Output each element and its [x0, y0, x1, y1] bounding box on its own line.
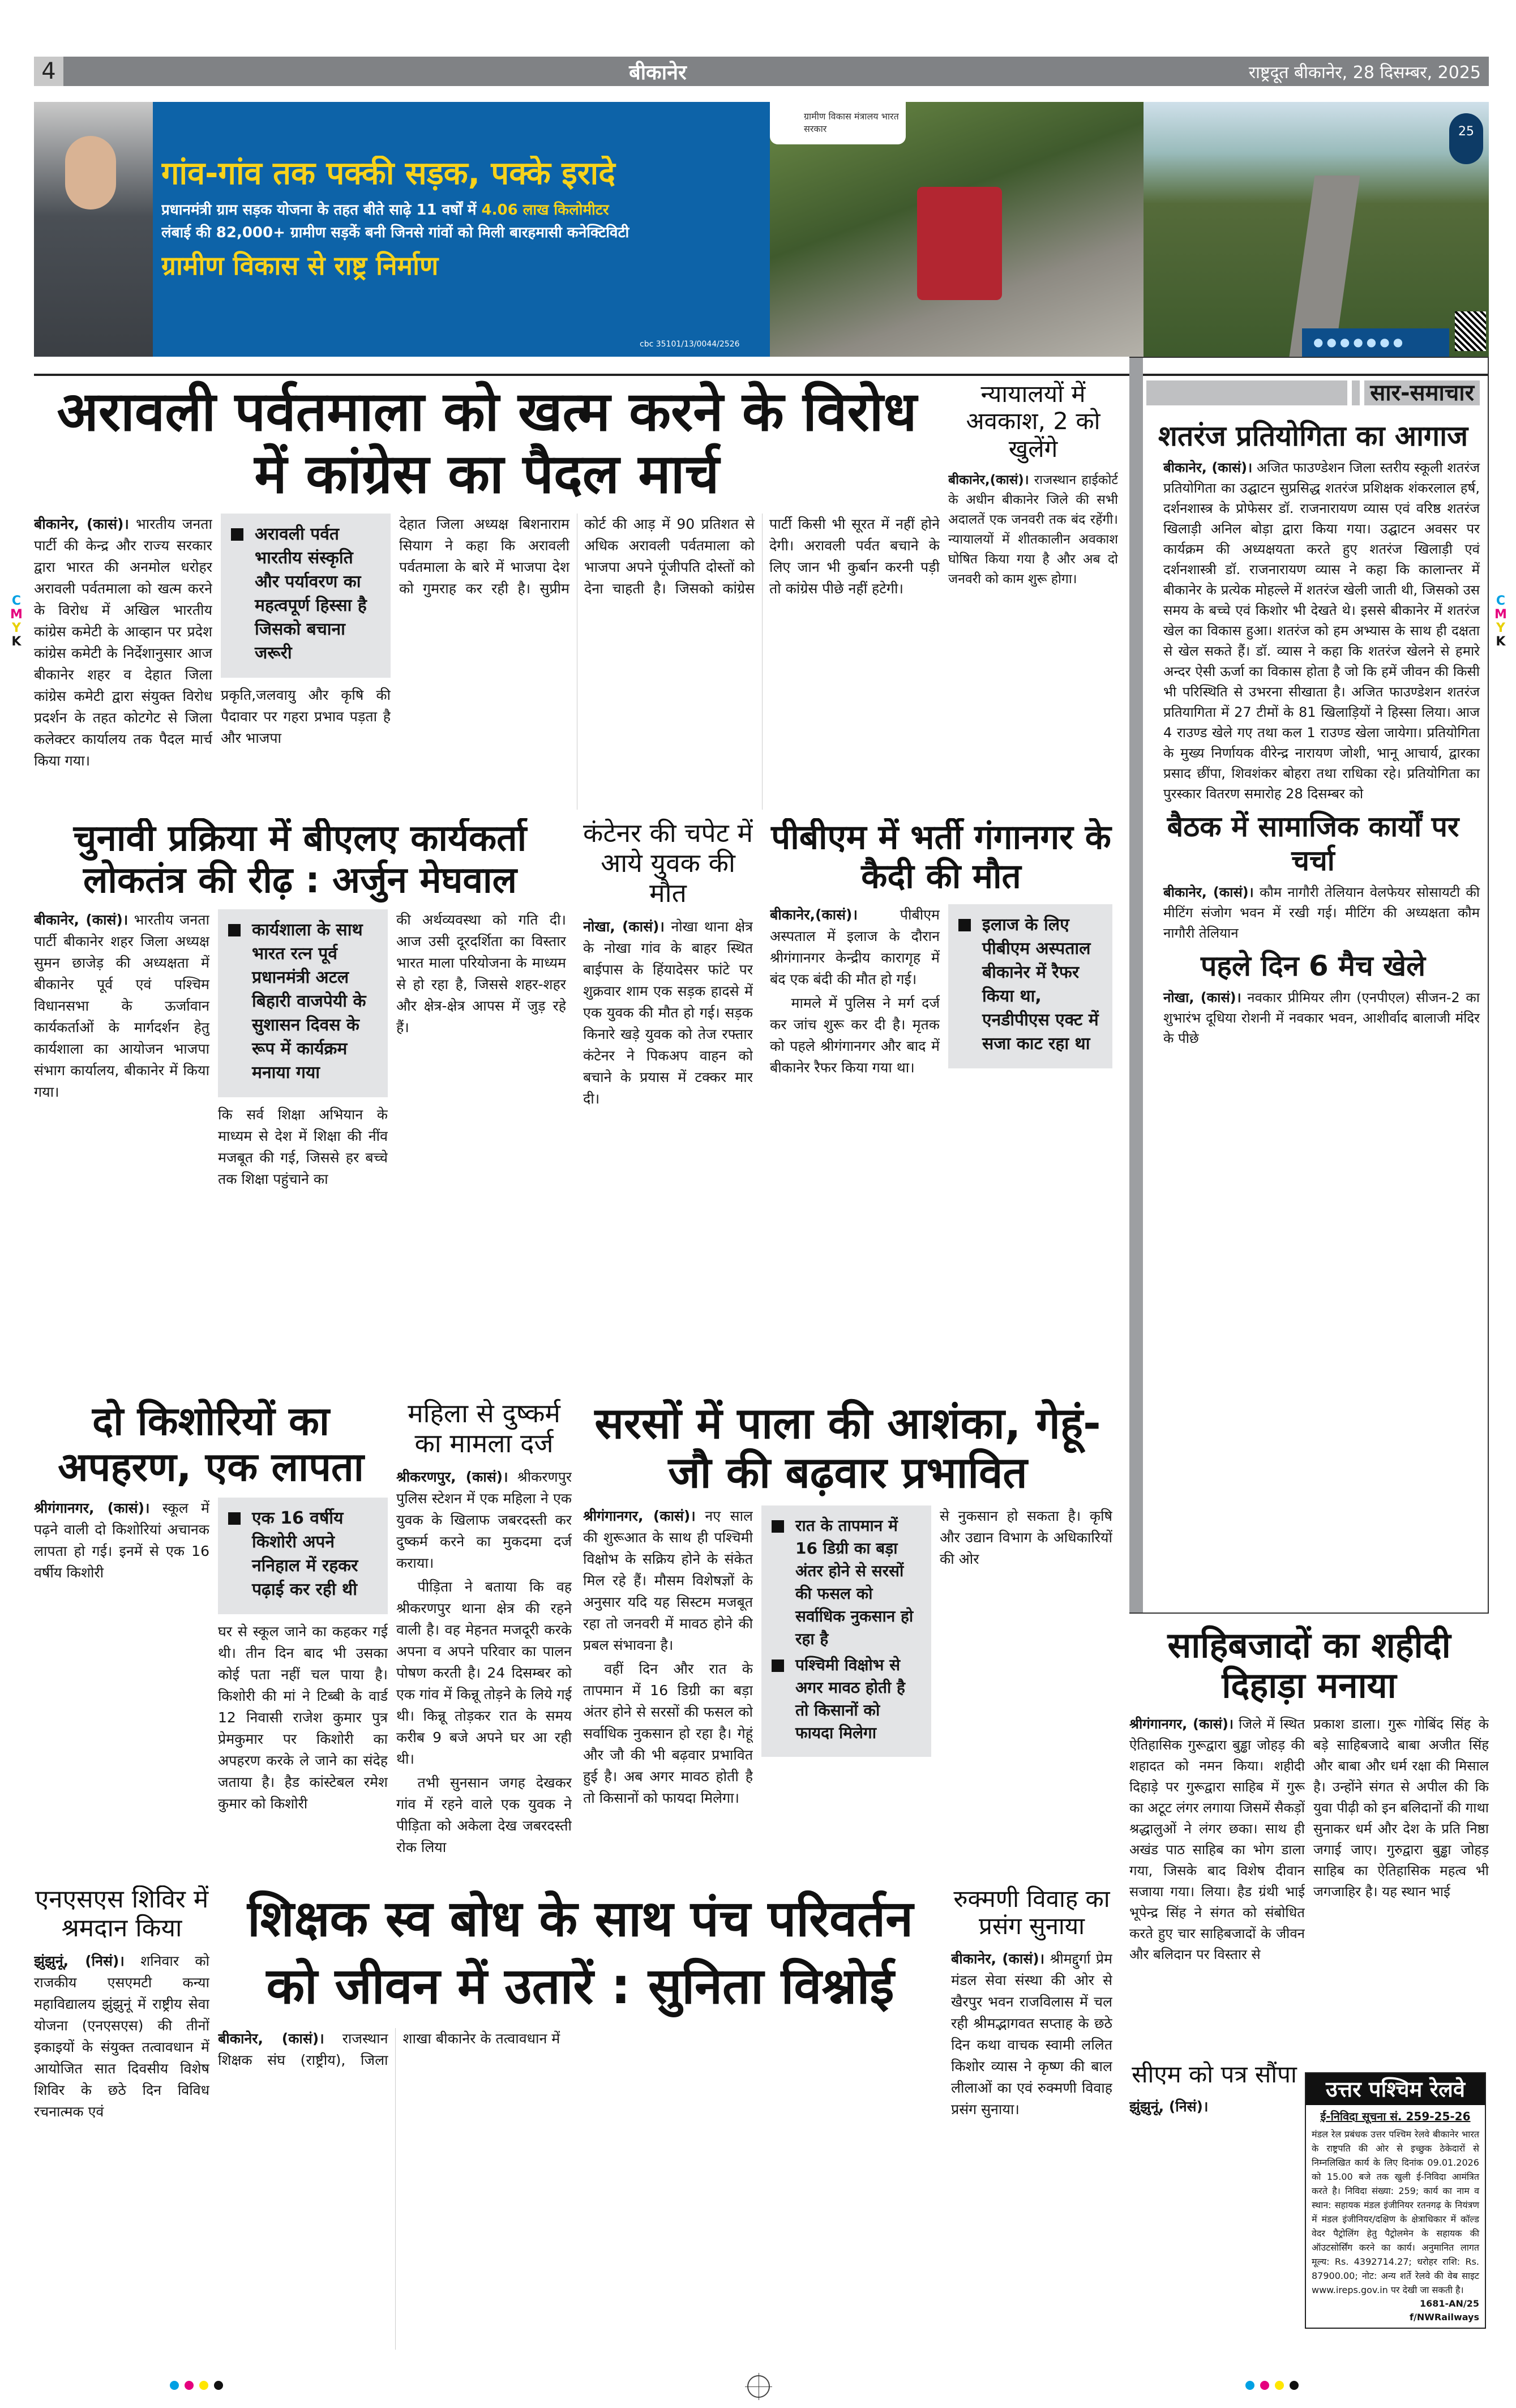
railway-tender-ad: [1305, 2072, 1486, 2329]
tender-number: ई-निविदा सूचना सं. 259-25-26: [1320, 2110, 1471, 2123]
mustard-col3: से नुकसान हो सकता है। कृषि और उद्यान विभाग के अधिकारियों की ओर: [940, 1507, 1112, 1567]
court-headline: न्यायालयों में अवकाश, 2 को खुलेंगे: [966, 380, 1100, 463]
tender-ref: 1681-AN/25: [1419, 2298, 1479, 2309]
court-story: [948, 380, 1118, 810]
girls-col2: घर से स्कूल जाने का कहकर गई थी। तीन दिन बाद भी उसका कोई पता नहीं चल पाया है। किशोरी की मां ने टिब्बी के वार्ड 12 निवासी राजेश कुमार पुत्र प्रेमकुमार पर किशोरी का अपहरण करके ले जाने का संदेह जताया है। हैड कांस्टेबल रमेश कुमार को किशोरी: [218, 1623, 388, 1812]
main-story: [34, 380, 940, 810]
sahibzade-col2: प्रकाश डाला। गुरू गोबिंद सिंह के बड़े साहिबजादे बाबा अजीत सिंह और बाबा और धर्म रक्षा की मिसाल है। उन्होंने संगत से अपील की कि युवा पीढ़ी को इन बलिदानों की गाथा सुनाकर धर्म और देश के प्रति निष्ठा जगाई जाए। गुरुद्वारा बुड्ढा जोहड़ साहिब का ऐतिहासिक महत्व भी जगजाहिर है। यह स्थान भाई: [1313, 1716, 1489, 1900]
pm-photo: [34, 102, 153, 357]
pbm-headline: पीबीएम में भर्ती गंगानगर के कैदी की मौत: [771, 818, 1111, 896]
nss-story: [34, 1885, 209, 2350]
nss-headline: एनएसएस शिविर में श्रमदान किया: [35, 1885, 209, 1943]
page-header: [34, 57, 1489, 86]
mustard-highlight: रात के तापमान में 16 डिग्री का बड़ा अंतर होने से सरसों की फसल को सर्वाधिक नुकसान हो रहा है पश्चिमी विक्षोभ से अगर मावठ होती है तो किसानों को फायदा मिलेगा: [761, 1505, 931, 1757]
main-headline: अरावली पर्वतमाला को खत्म करने के विरोध में कांग्रेस का पैदल मार्च: [57, 380, 917, 506]
girls-story: [34, 1398, 388, 1880]
rukmani-story: [951, 1885, 1112, 2350]
pbm-col1: बीकानेर,(कासं)। पीबीएम अस्पताल में इलाज के दौरान श्रीगंगानगर केन्द्रीय कारागृह में बंद एक बंदी की मौत हो गई। मामले में पुलिस ने मर्ग दर्ज कर जांच शुरू कर दी है। मृतक को पहले श्रीगंगानगर और बाद में बीकानेर रैफर किया गया था।: [770, 906, 940, 1076]
chess-headline: शतरंज प्रतियोगिता का आगाज: [1158, 420, 1468, 452]
arjun-col2: कि सर्व शिक्षा अभियान के माध्यम से देश में शिक्षा की नींव मजबूत की गई, जिससे हर बच्चे तक शिक्षा पहुंचाने का: [218, 1106, 388, 1188]
teacher-story: [218, 1885, 943, 2350]
ad-headline: गांव-गांव तक पक्की सड़क, पक्के इरादे: [161, 156, 615, 192]
sahibzade-col1: श्रीगंगानगर, (कासं)। जिले में स्थित ऐतिहासिक गुरूद्वारा बुड्ढा जोहड़ की शहादत को नमन किया। शहीदी दिहाड़े पर गुरूद्वारा साहिब में गुरू का अटूट लंगर लगाया जिसमें सैकड़ों श्रद्धालुओं ने लंगर छका। साथ ही अखंड पाठ साहिब का भोग डाला गया, जिसके बाद विशेष दीवान सजाया गया। लिया। हैड ग्रंथी भाई भूपेन्द्र सिंह ने संगत को संबोधित करते हुए चार साहिबजादों के जीवन और बलिदान पर विस्तार से: [1129, 1716, 1305, 1962]
arjun-headline: चुनावी प्रक्रिया में बीएलए कार्यकर्ता लोकतंत्र की रीढ़ : अर्जुन मेघवाल: [73, 818, 527, 901]
cmyk-mark-left: C M Y K: [10, 594, 23, 649]
anniversary-logo: 25: [1449, 113, 1483, 164]
girls-headline: दो किशोरियों का अपहरण, एक लापता: [58, 1398, 364, 1490]
chess-body: बीकानेर, (कासं)। अजित फाउण्डेशन जिला स्तरीय स्कूली शतरंज प्रतियोगिता का उद्घाटन सुप्रसिद्ध शतरंज प्रशिक्षक शंकरलाल हर्ष, दर्शनशास्त्र के प्रोफेसर डॉ. राजनारायण व्यास एवं वरिष्ठ शतरंज खिलाड़ी अनिल बोड़ा द्वारा किया गया। उद्घाटन अवसर पर कार्यक्रम की अध्यक्षयता करते हुए शतरंज खिलाड़ी एवं दर्शनशास्त्री डॉ. राजनारायण व्यास ने कहा कि कालान्तर में बीकानेर के प्रत्येक मोहल्ले में शतरंज खेली जाती थी, जिसको उस समय के बच्चे एवं किशोर भी देखते थे। इससे बीकानेर में शतरंज खेल का विकास हुआ। शतरंज को हम अभ्यास के साथ ही दक्षता से खेल सकते हैं। डॉ. व्यास ने कहा कि शतरंज खेलने से हमारे अन्दर ऐसी ऊर्जा का विकास होता है जो कि हमें जीवन की किसी भी परिस्थिति से उभरना सीखाता है। अजित फाउण्डेशन शतरंज प्रतियागिता में 27 टीमों के 81 खिलाड़ियों ने हिस्सा लिया। आज 4 राउण्ड खेले गए तथा कल 1 राउण्ड खेला जायेगा। प्रतियोगिता के मुख्य निर्णायक वीरेन्द्र नारायण जोशी, भानू आचार्य, द्वारका प्रसाद छींपा, शिवशंकर बोहरा तथा राधिका रहे। प्रतियोगिता का पुरस्कार वितरण समारोह 28 दिसम्बर को: [1163, 460, 1480, 802]
girls-highlight: एक 16 वर्षीय किशोरी अपने ननिहाल में रहकर पढ़ाई कर रही थी: [218, 1498, 388, 1614]
qr-code-icon: [1455, 311, 1486, 351]
sahibzade-headline: साहिबजादों का शहीदी दिहाड़ा मनाया: [1167, 1625, 1451, 1706]
mustard-headline: सरसों में पाला की आशंका, गेहूं-जौ की बढ़वार प्रभावित: [594, 1398, 1101, 1498]
registration-mark-icon: [747, 2375, 770, 2398]
cm-story: [1129, 2061, 1299, 2333]
ad-text-block: [161, 156, 761, 331]
main-story-col3: देहात जिला अध्यक्ष बिशनाराम सियाग ने कहा कि अरावली पर्वतमाला के बारे में भाजपा देश को गुमराह कर रही है। सुप्रीम कोर्ट की आड़ में 90 प्रतिशत से अधिक अरावली पर्वतमाला को भाजपा अपने पूंजीपति दोस्तों को देना चाहती है। जिसको कांग्रेस पार्टी किसी भी सूरत में नहीं होने देगी। अरावली पर्वत बचाने के लिए जान भी कुर्बान करनी पड़ी तो कांग्रेस पीछे नहीं हटेगी।: [399, 515, 940, 597]
social-icons: ●●●●●●●: [1302, 328, 1449, 357]
matches-headline: पहले दिन 6 मैच खेले: [1201, 949, 1425, 982]
ad-code: cbc 35101/13/0044/2526: [640, 340, 740, 349]
court-story-body: बीकानेर,(कासं)। राजस्थान हाईकोर्ट के अधीन बीकानेर जिले की सभी अदालतें एक जनवरी तक बंद रहेंगी। न्यायालयों में शीतकालीन अवकाश घोषित किया गया है और अब दो जनवरी को काम शुरू होगा।: [948, 472, 1118, 587]
government-advertisement: [34, 102, 1489, 357]
nss-body: झुंझुनूं, (निसं)। शनिवार को राजकीय एसएमटी कन्या महाविद्यालय झुंझुनूं में राष्ट्रीय सेवा योजना (एनएसएस) की तीनों इकाइयों के संयुक्त तत्वावधान में आयोजित सात दिवसीय विशेष शिविर के छठे दिन विविध रचनात्मक एवं: [34, 1953, 209, 2120]
cm-body: झुंझुनूं, (निसं)।: [1129, 2098, 1209, 2115]
mustard-story: [583, 1398, 1112, 1880]
arjun-col3: की अर्थव्यवस्था को गति दी। आज उसी दूरदर्शिता का विस्तार भारत माला परियोजना के माध्यम से हो रहा है, जिससे शहर-शहर और क्षेत्र-क्षेत्र आपस में जुड़ रहे हैं।: [396, 912, 566, 1036]
section-label: सार-समाचार: [1364, 380, 1480, 405]
page-number: 4: [34, 57, 63, 86]
teacher-body: बीकानेर, (कासं)। राजस्थान शिक्षक संघ (राष्ट्रीय), जिला शाखा बीकानेर के तत्वावधान में: [218, 2030, 560, 2068]
pbm-story: [770, 818, 1112, 1387]
sahibzade-story: [1129, 1625, 1489, 2050]
ministry-logo: ग्रामीण विकास मंत्रालय भारत सरकार: [770, 102, 906, 144]
woman-body: श्रीकरणपुर, (कासं)। श्रीकरणपुर पुलिस स्टेशन में एक महिला ने एक युवक के खिलाफ जबरदस्ती कर दुष्कर्म करने का मुकदमा दर्ज कराया। पीड़िता ने बताया कि वह श्रीकरणपुर थाना क्षेत्र की रहने वाली है। वह मेहनत मजदूरी करके अपना व अपने परिवार का पालन पोषण करती है। 24 दिसम्बर को एक गांव में किन्नू तोड़ने के लिये गई थी। किन्नू तोड़कर रात के समय करीब 9 बजे अपने घर आ रही थी। तभी सुनसान जगह देखकर गांव में रहने वाले एक युवक ने पीड़िता को अकेला देख जबरदस्ती रोक लिया: [396, 1468, 572, 1855]
teacher-headline: शिक्षक स्व बोध के साथ पंच परिवर्तन को जीवन में उतारें : सुनिता विश्नोई: [247, 1889, 914, 2015]
color-dots-right: [1245, 2381, 1299, 2390]
cm-headline: सीएम को पत्र सौंपा: [1132, 2061, 1297, 2088]
meeting-body: बीकानेर, (कासं)। कौम नागौरी तेलियान वेलफेयर सोसायटी की मीटिंग संजोग भवन में रखी गई। मीटिंग की अध्यक्षता कौम नागौरी तेलियान: [1163, 884, 1480, 941]
rukmani-headline: रुक्मणी विवाह का प्रसंग सुनाया: [953, 1885, 1110, 1940]
arjun-highlight: कार्यशाला के साथ भारत रत्न पूर्व प्रधानमंत्री अटल बिहारी वाजपेयी के सुशासन दिवस के रूप में कार्यक्रम मनाया गया: [218, 909, 388, 1097]
social-handle: f/NWRailways: [1410, 2312, 1479, 2323]
container-body: नोखा, (कासं)। नोखा थाना क्षेत्र के नोखा गांव के बाहर स्थित बाईपास के हिंयादेसर फांटे पर शुक्रवार शाम एक सड़क हादसे में एक युवक की मौत हो गई। सड़क किनारे खड़े युवक को तेज रफ्तार कंटेनर ने पिकअप वाहन को बचाने के प्रयास में टक्कर मार दी।: [583, 918, 753, 1107]
cmyk-mark-right: C M Y K: [1494, 594, 1507, 649]
main-story-highlight: अरावली पर्वत भारतीय संस्कृति और पर्यावरण का महत्वपूर्ण हिस्सा है जिसको बचाना जरूरी: [221, 514, 391, 678]
pbm-highlight: इलाज के लिए पीबीएम अस्पताल बीकानेर में रैफर किया था, एनडीपीएस एक्ट में सजा काट रहा था: [948, 904, 1112, 1068]
meeting-headline: बैठक में सामाजिक कार्यों पर चर्चा: [1167, 810, 1459, 877]
main-story-col2: प्रकृति,जलवायु और कृषि की पैदावार पर गहरा प्रभाव पड़ता है और भाजपा: [221, 686, 391, 746]
arjun-col1: बीकानेर, (कासं)। भारतीय जनता पार्टी बीकानेर शहर जिला अध्यक्ष सुमन छाजेड़ की अध्यक्षता में बीकानेर पूर्व एवं पश्चिम विधानसभा के ऊर्जावान कार्यकर्ताओं के मार्गदर्शन हेतु कार्यशाला का आयोजन भाजपा संभाग कार्यालय, बीकानेर में किया गया।: [34, 912, 209, 1101]
woman-story: [396, 1398, 572, 1880]
tractor-icon: [917, 187, 1002, 300]
container-headline: कंटेनर की चपेट में आये युवक की मौत: [583, 818, 753, 908]
tender-body: मंडल रेल प्रबंधक उत्तर पश्चिम रेलवे बीकानेर भारत के राष्ट्रपति की ओर से इच्छुक ठेकेदारों से निम्नलिखित कार्य के लिए दिनांक 09.01.2026 को 15.00 बजे तक खुली ई-निविदा आमंत्रित करते है। निविदा संख्या: 259; कार्य का नाम व स्थान: सहायक मंडल इंजीनियर रतनगढ़ के नियंत्रण में मंडल इंजीनियर/दक्षिण के क्षेत्राधिकार में कॉल्ड वेदर पैट्रोलिंग हेतु पैट्रोलमेन के सहायक की ऑउटसोर्सिंग करने का कार्य। अनुमानित लागत मूल्य: Rs. 4392714.27; धरोहर राशि: Rs. 87900.00; नोट: अन्य शर्ते रेलवे की वेब साइट www.ireps.gov.in पर देखी जा सकती है।: [1312, 2129, 1479, 2295]
main-story-col1: बीकानेर, (कासं)। भारतीय जनता पार्टी की केन्द्र और राज्य सरकार द्वारा भारत की अनमोल धरोहर अरावली पर्वतमाला को खत्म करने के विरोध में अखिल भारतीय कांग्रेस कमेटी के आव्हान पर प्रदेश कांग्रेस कमेटी के निर्देशानुसार आज बीकानेर शहर व देहात जिला कांग्रेस कमेटी द्वारा संयुक्त विरोध प्रदर्शन के तहत कोटगेट से जिला कलेक्टर कार्यालय तक पैदल मार्च किया गया।: [34, 515, 212, 769]
ad-text: प्रधानमंत्री ग्राम सड़क योजना के तहत बीते साढ़े 11 वर्षों में 4.06 लाख किलोमीटर लंबाई की 82,000+ ग्रामीण सड़कें बनी जिनसे गांवों को मिली बारहमासी कनेक्टिविटी: [161, 202, 629, 242]
ad-tagline: ग्रामीण विकास से राष्ट्र निर्माण: [161, 250, 439, 281]
edition-name: बीकानेर: [629, 61, 687, 84]
matches-body: नोखा, (कासं)। नवकार प्रीमियर लीग (एनपीएल) सीजन-2 का शुभारंभ दूधिया रोशनी में नवकार भवन, आशीर्वाद बालाजी मंदिर के पीछे: [1163, 990, 1480, 1046]
girls-col1: श्रीगंगानगर, (कासं)। स्कूल में पढ़ने वाली दो किशोरियां अचानक लापता हो गई। इनमें से एक 16 वर्षीय किशोरी: [34, 1500, 209, 1581]
railway-title: उत्तर पश्चिम रेलवे: [1306, 2073, 1485, 2105]
rukmani-body: बीकानेर, (कासं)। श्रीमद्दुर्गा प्रेम मंडल सेवा संस्था की ओर से खैरपुर भवन राजविलास में चल रही श्रीमद्भागवत सप्ताह के छठे दिन कथा वाचक स्वामी ललित किशोर व्यास ने कृष्ण की बाल लीलाओं का एवं रुक्मणी विवाह प्रसंग सुनाया।: [951, 1950, 1112, 2118]
arjun-story: [34, 818, 566, 1387]
color-dots: [170, 2381, 223, 2390]
container-story: [583, 818, 753, 1387]
date-line: राष्ट्रदूत बीकानेर, 28 दिसम्बर, 2025: [1248, 62, 1481, 83]
mustard-col1: श्रीगंगानगर, (कासं)। नए साल की शुरूआत के साथ ही पश्चिमी विक्षोभ के सक्रिय होने के संकेत मिल रहे हैं। मौसम विशेषज्ञों के अनुसार यदि यह सिस्टम मजबूत रहा तो जनवरी में मावठ होने की प्रबल संभावना है। वहीं दिन और रात के तापमान में 16 डिग्री का बड़ा अंतर होने से सरसों की फसल को सर्वाधिक नुकसान हो रहा है। गेहूं और जौ की भी बढ़वार प्रभावित हुई है। अब अगर मावठ होती है तो किसानों को फायदा मिलेगा।: [583, 1507, 753, 1806]
woman-headline: महिला से दुष्कर्म का मामला दर्ज: [408, 1398, 560, 1459]
news-brief-panel: [1129, 357, 1489, 1614]
